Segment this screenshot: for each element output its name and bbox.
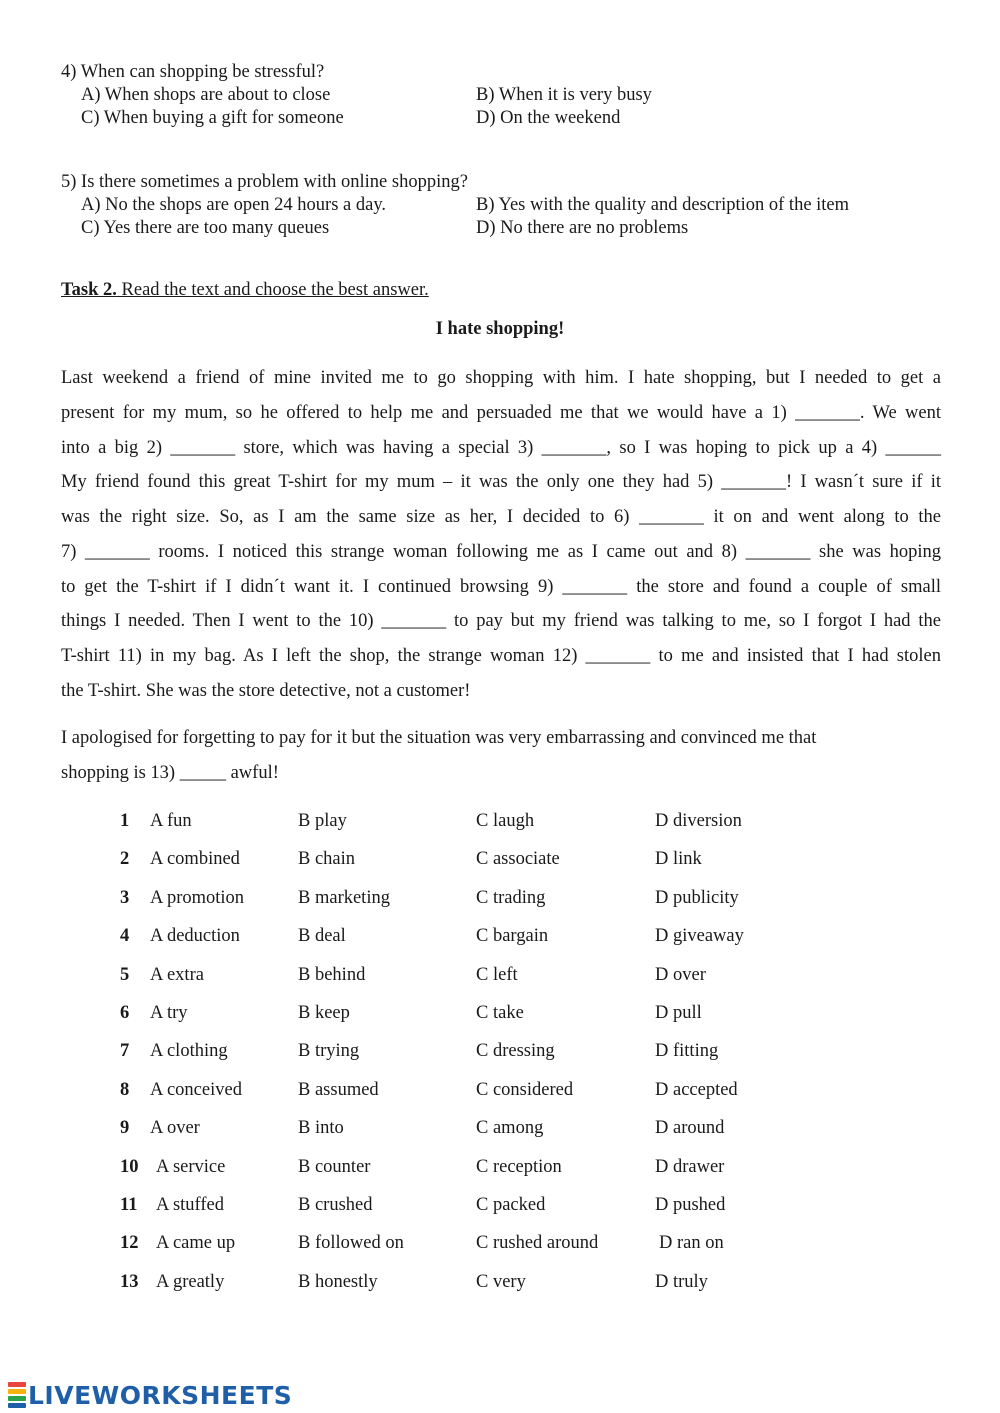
choice-b[interactable]: B behind: [298, 964, 366, 985]
option-b[interactable]: B) Yes with the quality and description of the item: [476, 195, 850, 215]
choice-c[interactable]: C very: [476, 1271, 526, 1292]
choice-d[interactable]: D publicity: [655, 887, 739, 908]
choice-row: [0, 960, 1000, 998]
choice-row: [0, 1228, 1000, 1266]
answer-choices: [0, 806, 1000, 1305]
option-row: [61, 194, 941, 217]
choice-row: [0, 1075, 1000, 1113]
choice-d[interactable]: D ran on: [659, 1233, 724, 1254]
choice-row: [0, 1036, 1000, 1074]
task-heading: [61, 278, 429, 302]
choice-c[interactable]: C dressing: [476, 1041, 555, 1062]
choice-d[interactable]: D link: [655, 849, 702, 870]
item-number: 12: [120, 1233, 139, 1254]
option-a[interactable]: A) When shops are about to close: [81, 85, 331, 105]
option-row: [61, 107, 941, 130]
choice-d[interactable]: D drawer: [655, 1156, 725, 1177]
story-title: I hate shopping!: [435, 319, 565, 339]
item-number: 13: [120, 1271, 139, 1292]
choice-b[interactable]: B keep: [298, 1002, 350, 1023]
question-stem: 4) When can shopping be stressful?: [61, 62, 325, 82]
story-line: things I needed. Then I went to the 10) _______ to pay but my friend was talking to me, so I forgot I had the: [61, 611, 941, 632]
choice-d[interactable]: D diversion: [655, 811, 742, 831]
choice-c[interactable]: C trading: [476, 887, 546, 908]
option-row: [61, 217, 941, 240]
story-line: into a big 2) _______ store, which was having a special 3) _______, so I was hoping to pick up a 4) ______: [61, 437, 941, 458]
story-line: was the right size. So, as I am the same size as her, I decided to 6) _______ it on and went along to the: [61, 507, 941, 527]
footer-brand[interactable]: [8, 1380, 292, 1410]
option-row: [61, 84, 941, 107]
choice-c[interactable]: C associate: [476, 849, 560, 870]
choice-d[interactable]: D accepted: [655, 1079, 738, 1100]
choice-a[interactable]: A promotion: [150, 887, 245, 908]
choice-row: [0, 844, 1000, 882]
choice-c[interactable]: C take: [476, 1002, 524, 1023]
choice-a[interactable]: A came up: [156, 1233, 236, 1254]
item-number: 4: [120, 926, 130, 947]
story-line: T-shirt 11) in my bag. As I left the shop, the strange woman 12) _______ to me and insisted that I had stolen: [61, 646, 941, 666]
item-number: 7: [120, 1041, 130, 1062]
option-d[interactable]: D) On the weekend: [476, 108, 621, 128]
item-number: 6: [120, 1002, 130, 1023]
choice-a[interactable]: A try: [150, 1002, 188, 1023]
story-line: present for my mum, so he offered to help me and persuaded me that we would have a 1) _______. We went: [61, 402, 941, 423]
choice-b[interactable]: B honestly: [298, 1271, 378, 1292]
story-line: to get the T-shirt if I didn´t want it. I continued browsing 9) _______ the store and found a couple of small: [61, 576, 941, 597]
question-5: [61, 170, 941, 240]
option-a[interactable]: A) No the shops are open 24 hours a day.: [81, 195, 387, 215]
choice-d[interactable]: D truly: [655, 1271, 708, 1292]
liveworksheets-logo-icon: [8, 1382, 26, 1408]
choice-c[interactable]: C considered: [476, 1079, 574, 1100]
choice-c[interactable]: C left: [476, 964, 518, 985]
choice-b[interactable]: B followed on: [298, 1233, 404, 1254]
choice-a[interactable]: A over: [150, 1118, 200, 1139]
item-number: 1: [120, 811, 130, 831]
item-number: 10: [120, 1156, 139, 1177]
brand-name: LIVEWORKSHEETS: [28, 1380, 293, 1410]
item-number: 8: [120, 1079, 130, 1100]
choice-d[interactable]: D giveaway: [655, 926, 744, 947]
choice-d[interactable]: D pushed: [655, 1194, 726, 1215]
item-number: 3: [120, 887, 130, 908]
story-line: the T-shirt. She was the store detective, not a customer!: [61, 680, 471, 701]
story-line: Last weekend a friend of mine invited me to go shopping with him. I hate shopping, but I needed to get a: [61, 368, 941, 388]
choice-c[interactable]: C laugh: [476, 811, 535, 831]
choice-row: [0, 998, 1000, 1036]
choice-a[interactable]: A clothing: [150, 1041, 228, 1062]
item-number: 2: [120, 849, 130, 870]
choice-b[interactable]: B counter: [298, 1156, 371, 1177]
task-instruction: Read the text and choose the best answer.: [116, 280, 429, 300]
story-paragraph-2: [61, 726, 941, 796]
choice-row: [0, 806, 1000, 844]
choice-a[interactable]: A extra: [150, 964, 204, 985]
choice-a[interactable]: A combined: [150, 849, 240, 870]
choice-b[interactable]: B assumed: [298, 1079, 379, 1100]
choice-row: [0, 1267, 1000, 1305]
option-c[interactable]: C) When buying a gift for someone: [81, 108, 344, 128]
choice-b[interactable]: B deal: [298, 926, 346, 947]
choice-a[interactable]: A deduction: [150, 926, 240, 947]
choice-d[interactable]: D pull: [655, 1002, 702, 1023]
choice-a[interactable]: A fun: [150, 811, 192, 831]
task-label: Task 2.: [61, 280, 117, 300]
choice-b[interactable]: B into: [298, 1118, 344, 1139]
choice-b[interactable]: B crushed: [298, 1194, 373, 1215]
choice-row: [0, 921, 1000, 959]
story-line: I apologised for forgetting to pay for it but the situation was very embarrassing and convinced me that: [61, 728, 817, 748]
item-number: 5: [120, 964, 130, 985]
choice-c[interactable]: C bargain: [476, 926, 549, 947]
choice-row: [0, 1190, 1000, 1228]
choice-d[interactable]: D around: [655, 1118, 725, 1139]
choice-a[interactable]: A greatly: [156, 1271, 225, 1292]
option-b[interactable]: B) When it is very busy: [476, 85, 652, 105]
choice-a[interactable]: A service: [156, 1156, 226, 1177]
story-paragraph-1: [61, 366, 941, 714]
story-line: shopping is 13) _____ awful!: [61, 762, 279, 783]
choice-b[interactable]: B chain: [298, 849, 356, 870]
choice-row: [0, 1152, 1000, 1190]
choice-a[interactable]: A conceived: [150, 1079, 242, 1100]
option-c[interactable]: C) Yes there are too many queues: [81, 218, 330, 238]
choice-b[interactable]: B play: [298, 811, 347, 831]
choice-b[interactable]: B trying: [298, 1041, 360, 1062]
choice-d[interactable]: D fitting: [655, 1041, 719, 1062]
choice-row: [0, 883, 1000, 921]
option-d[interactable]: D) No there are no problems: [476, 218, 689, 238]
choice-b[interactable]: B marketing: [298, 887, 390, 908]
choice-c[interactable]: C rushed around: [476, 1233, 599, 1254]
choice-row: [0, 1113, 1000, 1151]
choice-c[interactable]: C among: [476, 1118, 544, 1139]
question-4: [61, 60, 941, 130]
choice-c[interactable]: C packed: [476, 1194, 546, 1215]
choice-a[interactable]: A stuffed: [156, 1194, 225, 1215]
item-number: 11: [120, 1194, 138, 1215]
item-number: 9: [120, 1118, 130, 1139]
choice-d[interactable]: D over: [655, 964, 706, 985]
choice-c[interactable]: C reception: [476, 1156, 562, 1177]
story-line: My friend found this great T-shirt for my mum – it was the only one they had 5) _______! I wasn´t sure if it: [61, 472, 941, 493]
story-line: 7) _______ rooms. I noticed this strange woman following me as I came out and 8) _______ she was hoping: [61, 541, 941, 562]
question-stem: 5) Is there sometimes a problem with online shopping?: [61, 172, 468, 192]
